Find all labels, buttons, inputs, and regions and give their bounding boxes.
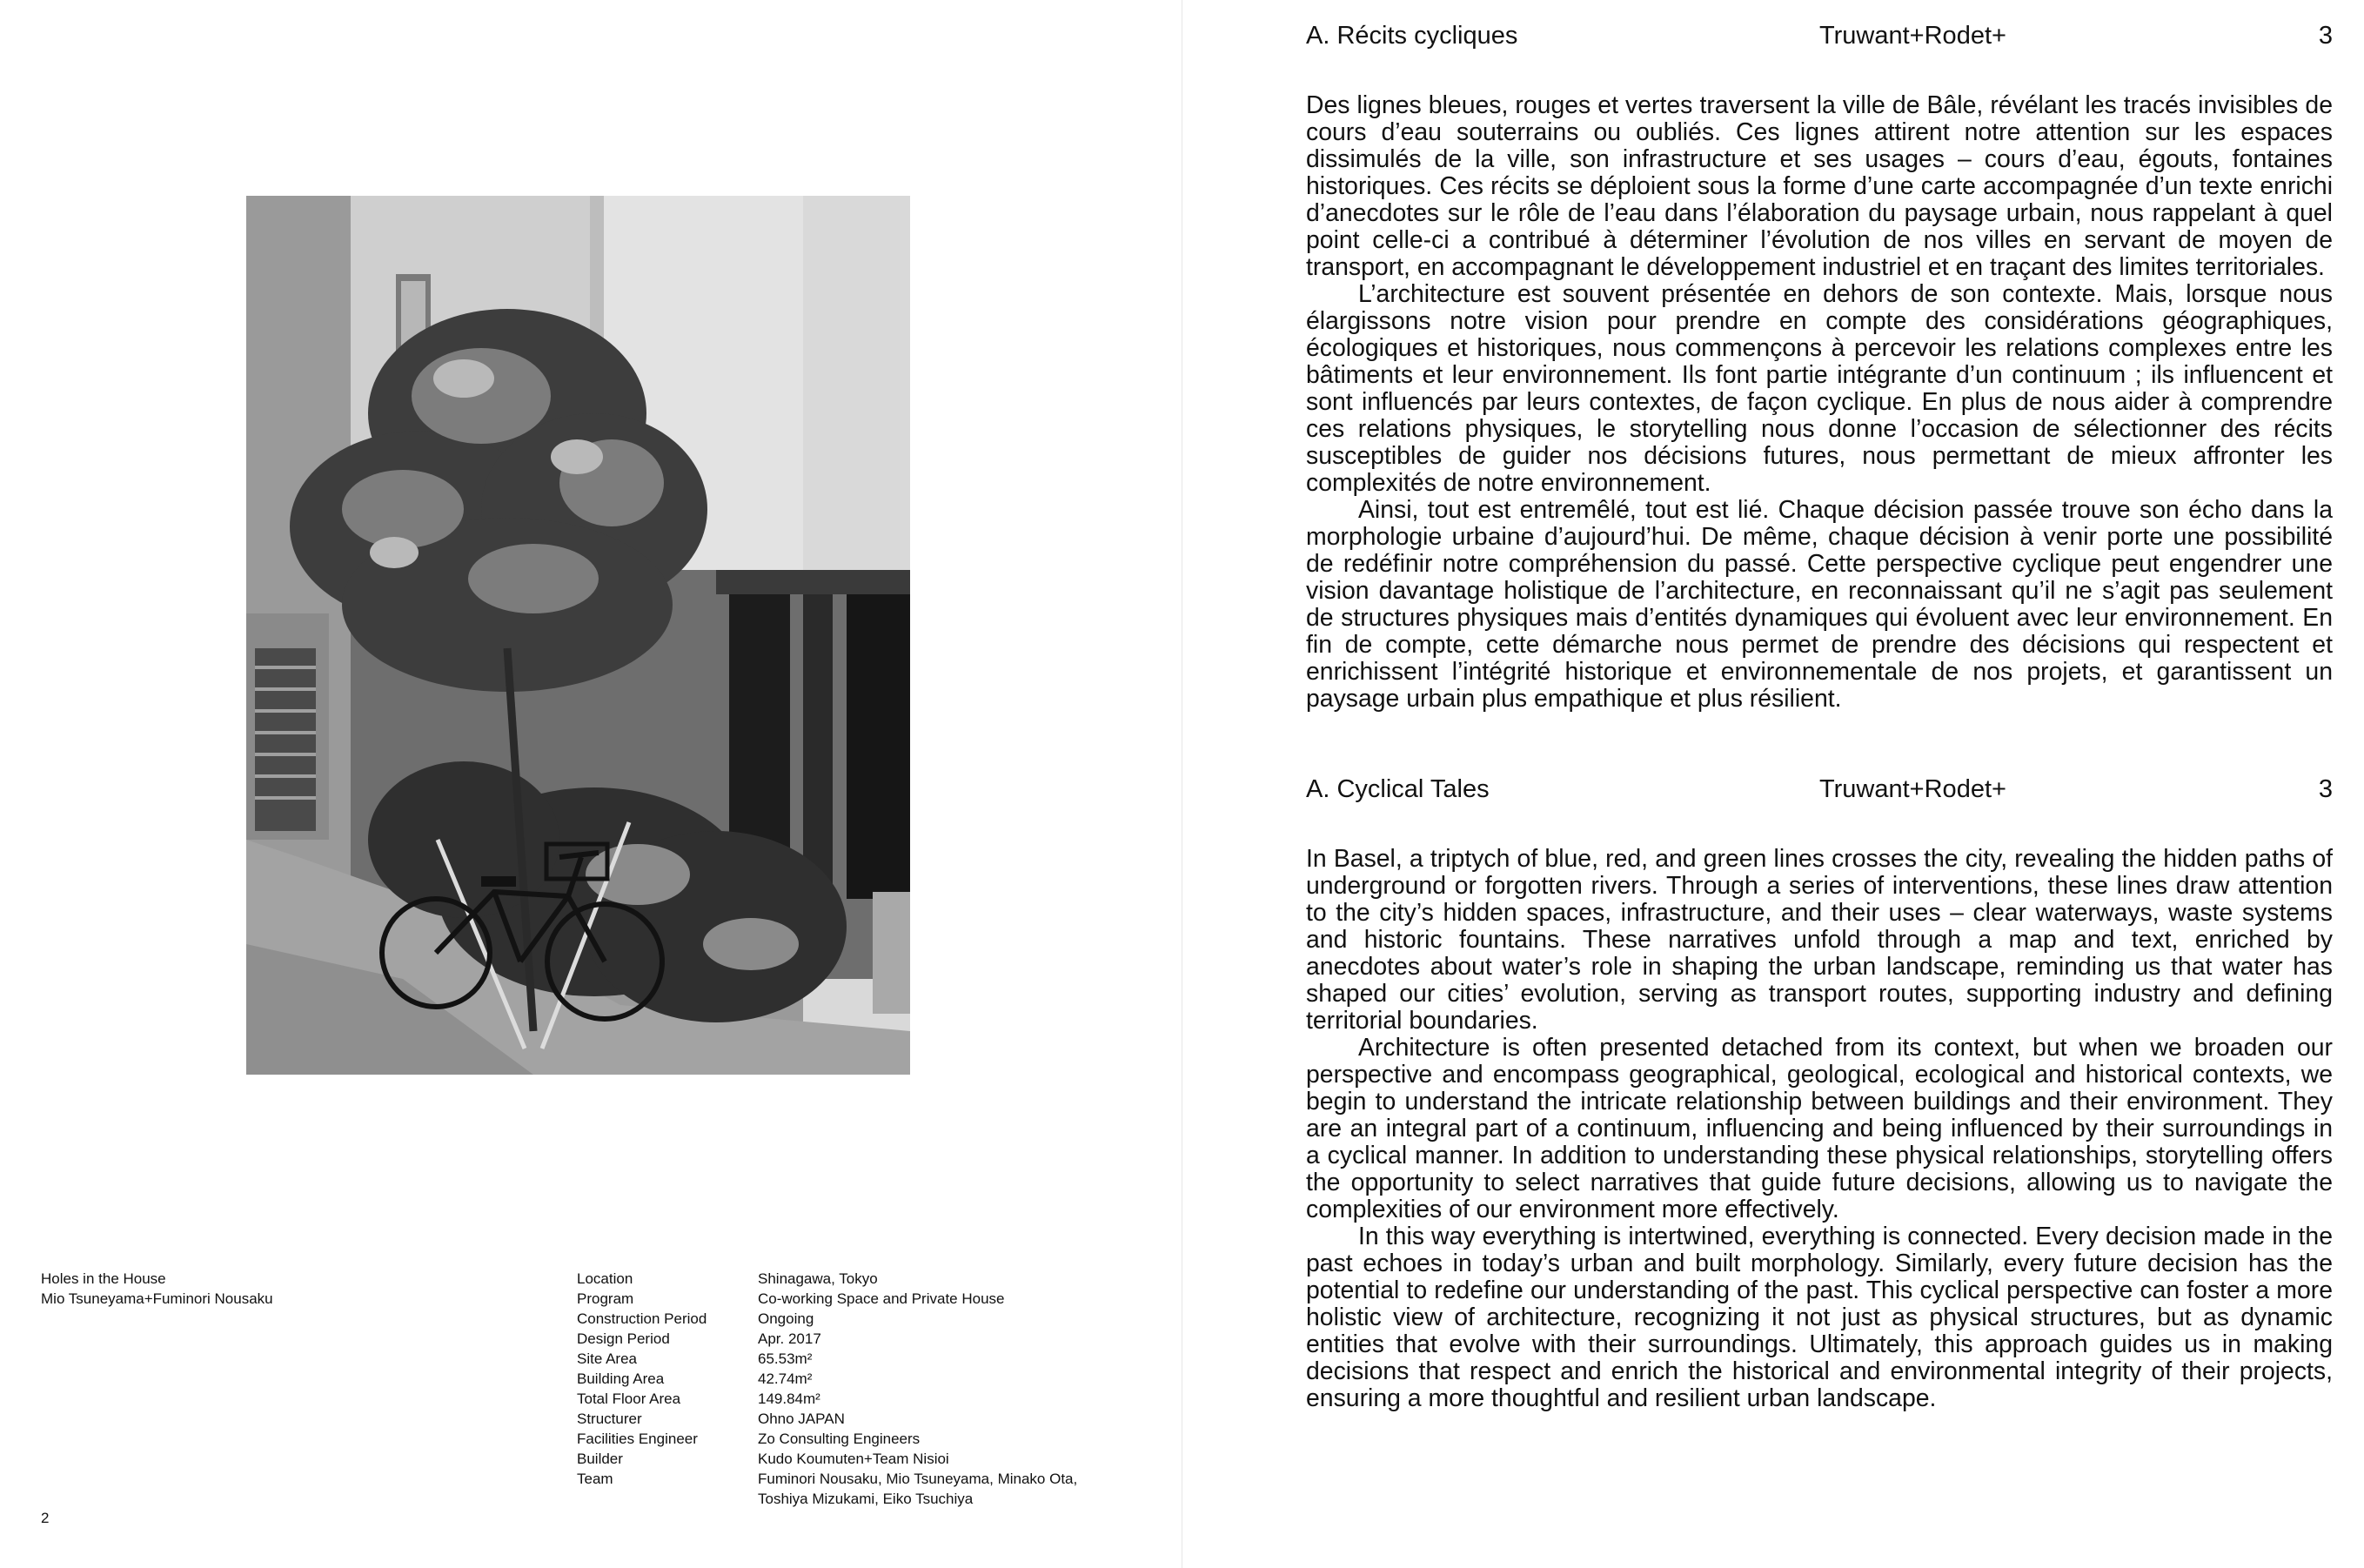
- english-paragraph-1: In Basel, a triptych of blue, red, and green lines crosses the city, revealing the hidden paths of underground or forgotten rivers. Through a series of interventions, these lines draw attention to the city’s hidden spaces, infrastructure, and their uses – clear waterways, waste systems and historic fountains. These narratives unfold through a map and text, enriched by anecdotes about water’s role in shaping the urban landscape, reminding us that water has shaped our cities’ evolution, serving as transport routes, supporting industry and defining territorial boundaries.: [1306, 845, 2333, 1035]
- detail-value: Zo Consulting Engineers: [758, 1431, 921, 1447]
- english-title: A. Cyclical Tales: [1306, 775, 1490, 803]
- english-section: [1306, 773, 2333, 1412]
- detail-label: Location: [577, 1270, 633, 1287]
- english-author: Truwant+Rodet+: [1819, 775, 2006, 803]
- english-paragraph-3: In this way everything is intertwined, everything is connected. Every decision made in the past echoes in today’s urban and built morphology. Similarly, every future decision has the potential to redefine our understanding of the past. This cyclical perspective can foster a more holistic view of architecture, recognizing it not just as physical structures, but as dynamic entities that evolve with their surroundings. Ultimately, this approach guides us in making decisions that respect and enrich the historical and environmental integrity of their projects, ensuring a more thoughtful and resilient urban landscape.: [1306, 1223, 2333, 1412]
- french-paragraph-3: Ainsi, tout est entremêlé, tout est lié. Chaque décision passée trouve son écho dans la morphologie urbaine d’aujourd’hui. De même, chaque décision à venir porte une possibilité de redéfinir notre compréhension du passé. Cette perspective cyclique peut engendrer une vision davantage holistique de l’architecture, en reconnaissant qu’il ne s’agit pas seulement de structures physiques mais d’entités dynamiques qui évoluent avec leur environnement. En fin de compte, cette démarche nous permet de prendre des décisions qui respectent et enrichissent l’intégrité historique et environnementale de nos projets, et garantissent un paysage urbain plus empathique et plus résilient.: [1306, 496, 2333, 713]
- english-body: [1306, 846, 2333, 1412]
- detail-row: [577, 1369, 1099, 1389]
- french-author: Truwant+Rodet+: [1819, 22, 2006, 50]
- project-caption: [41, 1269, 563, 1309]
- detail-row: [577, 1429, 1099, 1449]
- detail-value: Kudo Koumuten+Team Nisioi: [758, 1451, 949, 1467]
- french-title: A. Récits cycliques: [1306, 22, 1518, 50]
- detail-label: Program: [577, 1290, 634, 1307]
- project-details: [577, 1269, 1099, 1509]
- street-photo-image: [246, 196, 910, 1075]
- project-architects: Mio Tsuneyama+Fuminori Nousaku: [41, 1290, 273, 1307]
- street-photo: [246, 196, 910, 1075]
- french-paragraph-2: L’architecture est souvent présentée en dehors de son contexte. Mais, lorsque nous élargissons notre vision pour prendre en compte des considérations géographiques, écologiques et historiques, nous commençons à percevoir les relations complexes entre les bâtiments et leur environnement. Ils font partie intégrante d’un continuum ; ils influencent et sont influencés par leurs contextes, de façon cyclique. En plus de nous aider à comprendre ces relations physiques, le storytelling nous donne l’occasion de sélectionner des récits susceptibles de guider nos décisions futures, nous permettant de mieux affronter les complexités de notre environnement.: [1306, 280, 2333, 497]
- french-header: [1306, 19, 2333, 54]
- detail-row: [577, 1349, 1099, 1369]
- detail-row: [577, 1289, 1099, 1309]
- detail-label: Facilities Engineer: [577, 1431, 698, 1447]
- english-number: 3: [2318, 775, 2333, 803]
- detail-row: [577, 1329, 1099, 1349]
- french-body: [1306, 92, 2333, 713]
- detail-row: [577, 1469, 1099, 1509]
- detail-label: Team: [577, 1471, 613, 1487]
- detail-label: Design Period: [577, 1330, 670, 1347]
- english-header: [1306, 773, 2333, 807]
- detail-value: Fuminori Nousaku, Mio Tsuneyama, Minako Ota, Toshiya Mizukami, Eiko Tsuchiya: [758, 1471, 1078, 1507]
- detail-label: Construction Period: [577, 1310, 707, 1327]
- detail-value: Ohno JAPAN: [758, 1411, 845, 1427]
- detail-value: Shinagawa, Tokyo: [758, 1270, 878, 1287]
- detail-label: Building Area: [577, 1370, 665, 1387]
- page-number-left: 2: [41, 1510, 50, 1526]
- detail-row: [577, 1309, 1099, 1329]
- detail-label: Site Area: [577, 1350, 637, 1367]
- detail-value: Ongoing: [758, 1310, 814, 1327]
- detail-row: [577, 1409, 1099, 1429]
- french-paragraph-1: Des lignes bleues, rouges et vertes traversent la ville de Bâle, révélant les tracés invisibles de cours d’eau souterrains ou oubliés. Ces lignes attirent notre attention sur les espaces dissimulés de la ville, son infrastructure et ses usages – cours d’eau, égouts, fontaines historiques. Ces récits se déploient sous la forme d’une carte accompagnée d’un texte enrichi d’anecdotes sur le rôle de l’eau dans l’élaboration du paysage urbain, nous rappelant à quel point celle-ci a contribué à déterminer l’évolution de nos villes en servant de moyen de transport, en accompagnant le développement industriel et en traçant des limites territoriales.: [1306, 91, 2333, 281]
- detail-label: Total Floor Area: [577, 1390, 681, 1407]
- detail-row: [577, 1449, 1099, 1469]
- detail-label: Structurer: [577, 1411, 642, 1427]
- detail-value: Apr. 2017: [758, 1330, 821, 1347]
- detail-row: [577, 1269, 1099, 1289]
- detail-value: 65.53m²: [758, 1350, 813, 1367]
- detail-value: 42.74m²: [758, 1370, 813, 1387]
- detail-value: Co-working Space and Private House: [758, 1290, 1005, 1307]
- detail-label: Builder: [577, 1451, 623, 1467]
- english-paragraph-2: Architecture is often presented detached from its context, but when we broaden our perspective and encompass geographical, geological, ecological and historical contexts, we begin to understand the intricate relationship between buildings and their environment. They are an integral part of a continuum, influencing and being influenced by their surroundings in a cyclical manner. In addition to understanding these physical relationships, storytelling offers the opportunity to select narratives that guide future decisions, allowing us to navigate the complexities of our environment more effectively.: [1306, 1034, 2333, 1223]
- french-section: [1306, 19, 2333, 713]
- detail-row: [577, 1389, 1099, 1409]
- french-number: 3: [2318, 22, 2333, 50]
- detail-value: 149.84m²: [758, 1390, 820, 1407]
- project-title: Holes in the House: [41, 1270, 166, 1287]
